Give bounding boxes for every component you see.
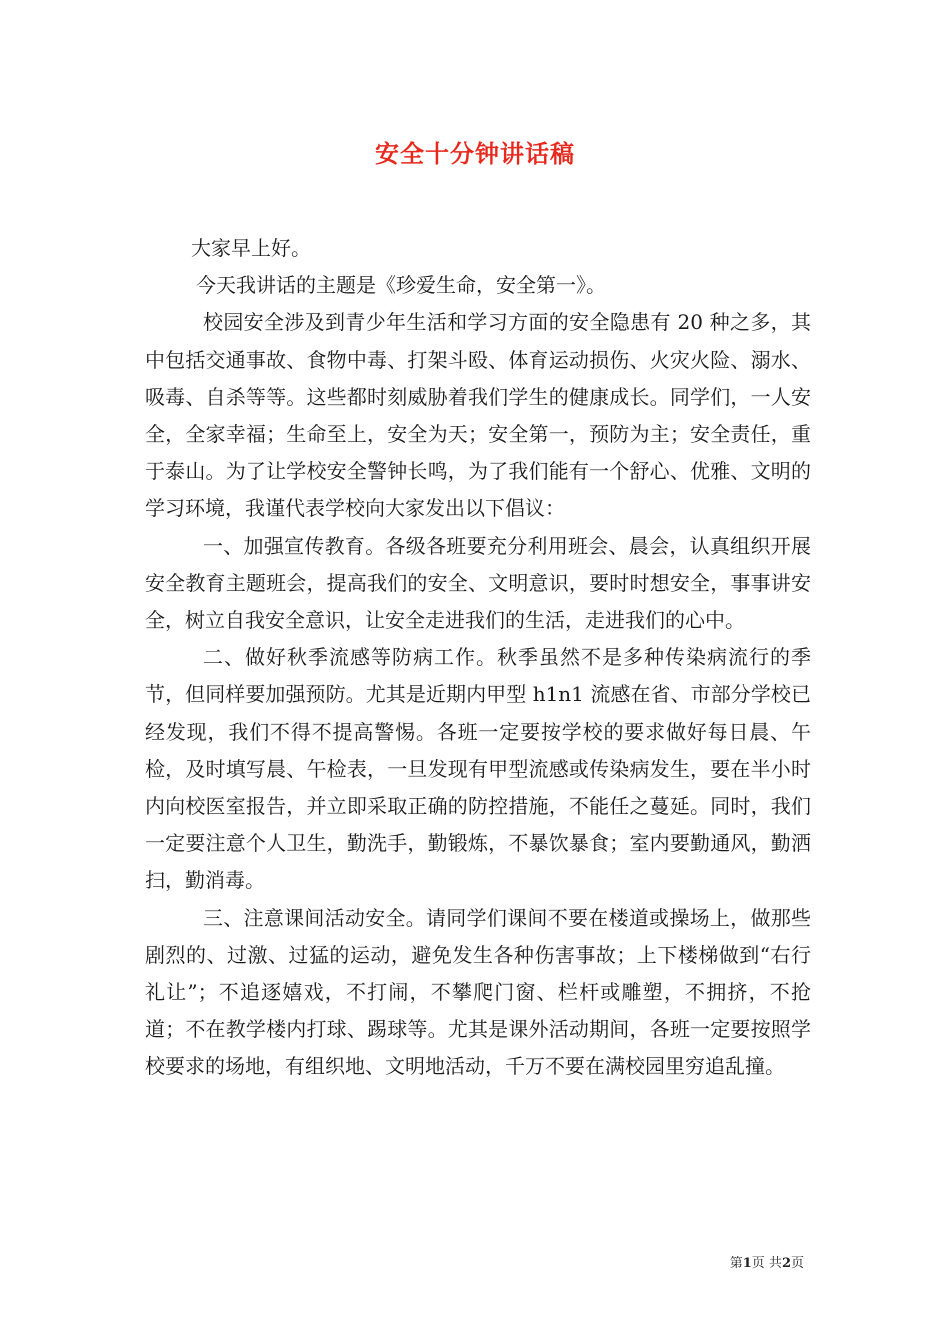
footer-middle: 页 共 [751,1256,782,1271]
paragraph-item-two: 二、做好秋季流感等防病工作。秋季虽然不是多种传染病流行的季节，但同样要加强预防。尤其是近期内甲型 h1n1 流感在省、市部分学校已经发现，我们不得不提高警惕。各班一定要按学校的要求做好每日晨、午检，及时填写晨、午检表，一旦发现有甲型流感或传染病发生，要在半小时内向校医室报告，并立即采取正确的防控措施，不能任之蔓延。同时，我们一定要注意个人卫生，勤洗手，勤锻炼，不暴饮暴食；室内要勤通风，勤洒扫，勤消毒。 [145,645,811,893]
paragraph-topic: 今天我讲话的主题是《珍爱生命，安全第一》。 [196,273,606,298]
page-footer [730,1252,804,1271]
footer-total-pages: 2 [781,1256,791,1271]
paragraph-item-one: 一、加强宣传教育。各级各班要充分利用班会、晨会，认真组织开展安全教育主题班会，提高我们的安全、文明意识，要时时想安全，事事讲安全，树立自我安全意识，让安全走进我们的生活，走进我们的心中。 [145,533,811,633]
footer-suffix: 页 [790,1256,804,1271]
paragraph-item-three: 三、注意课间活动安全。请同学们课间不要在楼道或操场上，做那些剧烈的、过激、过猛的运动，避免发生各种伤害事故；上下楼梯做到“右行礼让”；不追逐嬉戏，不打闹，不攀爬门窗、栏杆或雕塑，不拥挤，不抢道；不在教学楼内打球、踢球等。尤其是课外活动期间，各班一定要按照学校要求的场地，有组织地、文明地活动，千万不要在满校园里穷追乱撞。 [145,905,811,1079]
document-body [145,230,811,1086]
page-title: 安全十分钟讲话稿 [375,139,575,168]
footer-prefix: 第 [729,1256,743,1271]
footer-current-page: 1 [742,1256,752,1271]
paragraph-greeting: 大家早上好。 [191,236,311,260]
paragraph-campus-safety: 校园安全涉及到青少年生活和学习方面的安全隐患有 20 种之多，其中包括交通事故、食物中毒、打架斗殴、体育运动损伤、火灾火险、溺水、吸毒、自杀等等。这些都时刻威胁着我们学生的健康成长。同学们，一人安全，全家幸福；生命至上，安全为天；安全第一，预防为主；安全责任，重于泰山。为了让学校安全警钟长鸣，为了我们能有一个舒心、优雅、文明的学习环境，我谨代表学校向大家发出以下倡议： [145,310,811,521]
